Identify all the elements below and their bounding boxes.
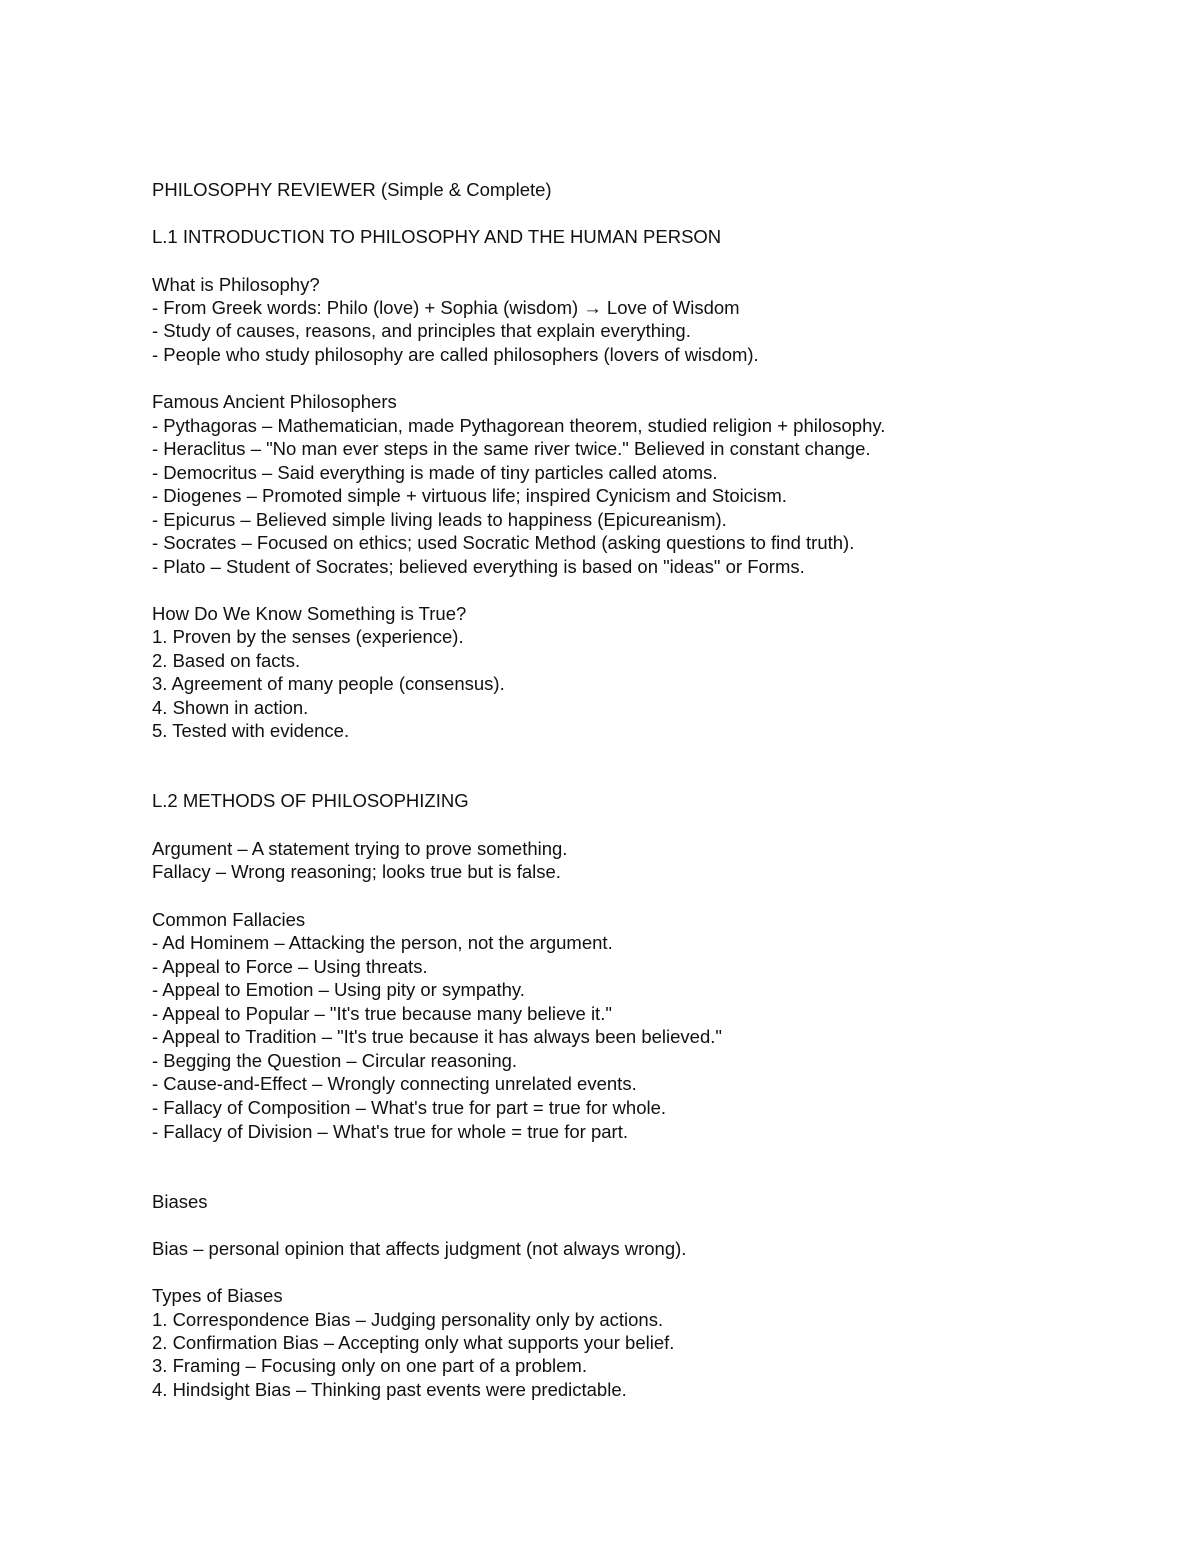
list-item: - Heraclitus – "No man ever steps in the same river twice." Believed in constant change. (152, 438, 871, 459)
list-item: 4. Hindsight Bias – Thinking past events were predictable. (152, 1379, 627, 1400)
lesson1-heading: L.1 INTRODUCTION TO PHILOSOPHY AND THE HUMAN PERSON (152, 226, 722, 247)
list-item: - From Greek words: Philo (love) + Sophia (wisdom) → Love of Wisdom (152, 297, 740, 318)
what-is-philosophy-heading: What is Philosophy? (152, 274, 320, 295)
list-item: - Appeal to Force – Using threats. (152, 956, 428, 977)
biases-heading: Biases (152, 1191, 208, 1212)
list-item: 1. Correspondence Bias – Judging personality only by actions. (152, 1309, 664, 1330)
list-item: 3. Framing – Focusing only on one part of a problem. (152, 1355, 587, 1376)
document-title: PHILOSOPHY REVIEWER (Simple & Complete) (152, 179, 552, 200)
list-item: - Begging the Question – Circular reasoning. (152, 1050, 518, 1071)
list-item: - Democritus – Said everything is made of tiny particles called atoms. (152, 462, 718, 483)
definition-bias: Bias – personal opinion that affects judgment (not always wrong). (152, 1238, 687, 1259)
list-item: 4. Shown in action. (152, 697, 309, 718)
list-item: - Cause-and-Effect – Wrongly connecting unrelated events. (152, 1073, 637, 1094)
list-item: - Plato – Student of Socrates; believed everything is based on "ideas" or Forms. (152, 556, 805, 577)
list-item: 3. Agreement of many people (consensus). (152, 673, 505, 694)
fallacies-heading: Common Fallacies (152, 909, 306, 930)
list-item: - Pythagoras – Mathematician, made Pythagorean theorem, studied religion + philosophy. (152, 415, 886, 436)
list-item: 2. Confirmation Bias – Accepting only what supports your belief. (152, 1332, 675, 1353)
truth-heading: How Do We Know Something is True? (152, 603, 467, 624)
list-item: - Ad Hominem – Attacking the person, not the argument. (152, 932, 613, 953)
list-item: 1. Proven by the senses (experience). (152, 626, 464, 647)
bias-types-heading: Types of Biases (152, 1285, 283, 1306)
list-item: 2. Based on facts. (152, 650, 301, 671)
list-item: - People who study philosophy are called philosophers (lovers of wisdom). (152, 344, 759, 365)
list-item: - Socrates – Focused on ethics; used Socratic Method (asking questions to find truth). (152, 532, 855, 553)
list-item: 5. Tested with evidence. (152, 720, 350, 741)
list-item: - Appeal to Popular – "It's true because many believe it." (152, 1003, 612, 1024)
list-item: - Study of causes, reasons, and principles that explain everything. (152, 320, 691, 341)
list-item: - Diogenes – Promoted simple + virtuous life; inspired Cynicism and Stoicism. (152, 485, 787, 506)
list-item: - Fallacy of Division – What's true for whole = true for part. (152, 1121, 628, 1142)
list-item: - Appeal to Tradition – "It's true because it has always been believed." (152, 1026, 722, 1047)
list-item: - Appeal to Emotion – Using pity or sympathy. (152, 979, 525, 1000)
definition-argument: Argument – A statement trying to prove something. (152, 838, 568, 859)
list-item: - Fallacy of Composition – What's true for part = true for whole. (152, 1097, 667, 1118)
list-item: - Epicurus – Believed simple living leads to happiness (Epicureanism). (152, 509, 727, 530)
philosophers-heading: Famous Ancient Philosophers (152, 391, 397, 412)
definition-fallacy: Fallacy – Wrong reasoning; looks true but is false. (152, 861, 561, 882)
lesson2-heading: L.2 METHODS OF PHILOSOPHIZING (152, 790, 469, 811)
